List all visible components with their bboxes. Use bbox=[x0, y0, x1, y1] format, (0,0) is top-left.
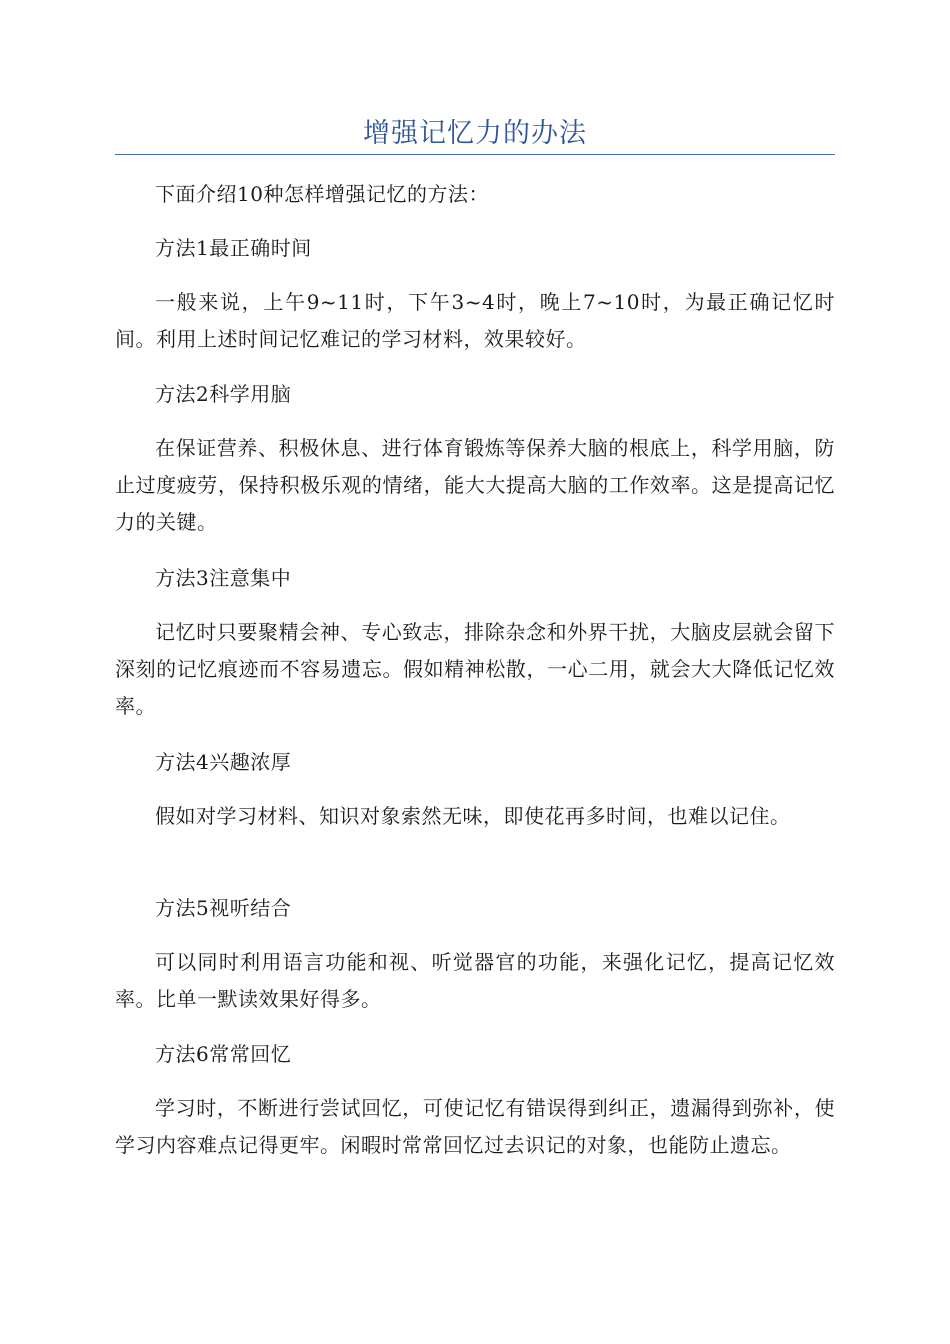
method-2-body: 在保证营养、积极休息、进行体育锻炼等保养大脑的根底上，科学用脑，防止过度疲劳，保持积极乐观的情绪，能大大提高大脑的工作效率。这是提高记忆力的关键。 bbox=[115, 436, 835, 534]
method-1-body: 一般来说，上午9~11时，下午3~4时，晚上7~10时，为最正确记忆时间。利用上述时间记忆难记的学习材料，效果较好。 bbox=[115, 290, 835, 351]
method-4-heading: 方法4兴趣浓厚 bbox=[155, 750, 292, 774]
method-6-heading: 方法6常常回忆 bbox=[155, 1042, 292, 1066]
document-title: 增强记忆力的办法 bbox=[363, 118, 587, 149]
title-underline bbox=[115, 154, 835, 155]
method-2-heading: 方法2科学用脑 bbox=[155, 382, 292, 406]
method-5-body: 可以同时利用语言功能和视、听觉器官的功能，来强化记忆，提高记忆效率。比单一默读效果好得多。 bbox=[115, 950, 835, 1011]
method-5-heading: 方法5视听结合 bbox=[155, 896, 292, 920]
method-3-body: 记忆时只要聚精会神、专心致志，排除杂念和外界干扰，大脑皮层就会留下深刻的记忆痕迹而不容易遗忘。假如精神松散，一心二用，就会大大降低记忆效率。 bbox=[115, 620, 835, 718]
method-6-body: 学习时，不断进行尝试回忆，可使记忆有错误得到纠正，遗漏得到弥补，使学习内容难点记得更牢。闲暇时常常回忆过去识记的对象，也能防止遗忘。 bbox=[115, 1096, 835, 1157]
method-4-body: 假如对学习材料、知识对象索然无味，即使花再多时间，也难以记住。 bbox=[155, 804, 791, 828]
method-3-heading: 方法3注意集中 bbox=[155, 566, 292, 590]
method-1-heading: 方法1最正确时间 bbox=[155, 236, 312, 260]
intro-paragraph: 下面介绍10种怎样增强记忆的方法： bbox=[155, 182, 489, 206]
